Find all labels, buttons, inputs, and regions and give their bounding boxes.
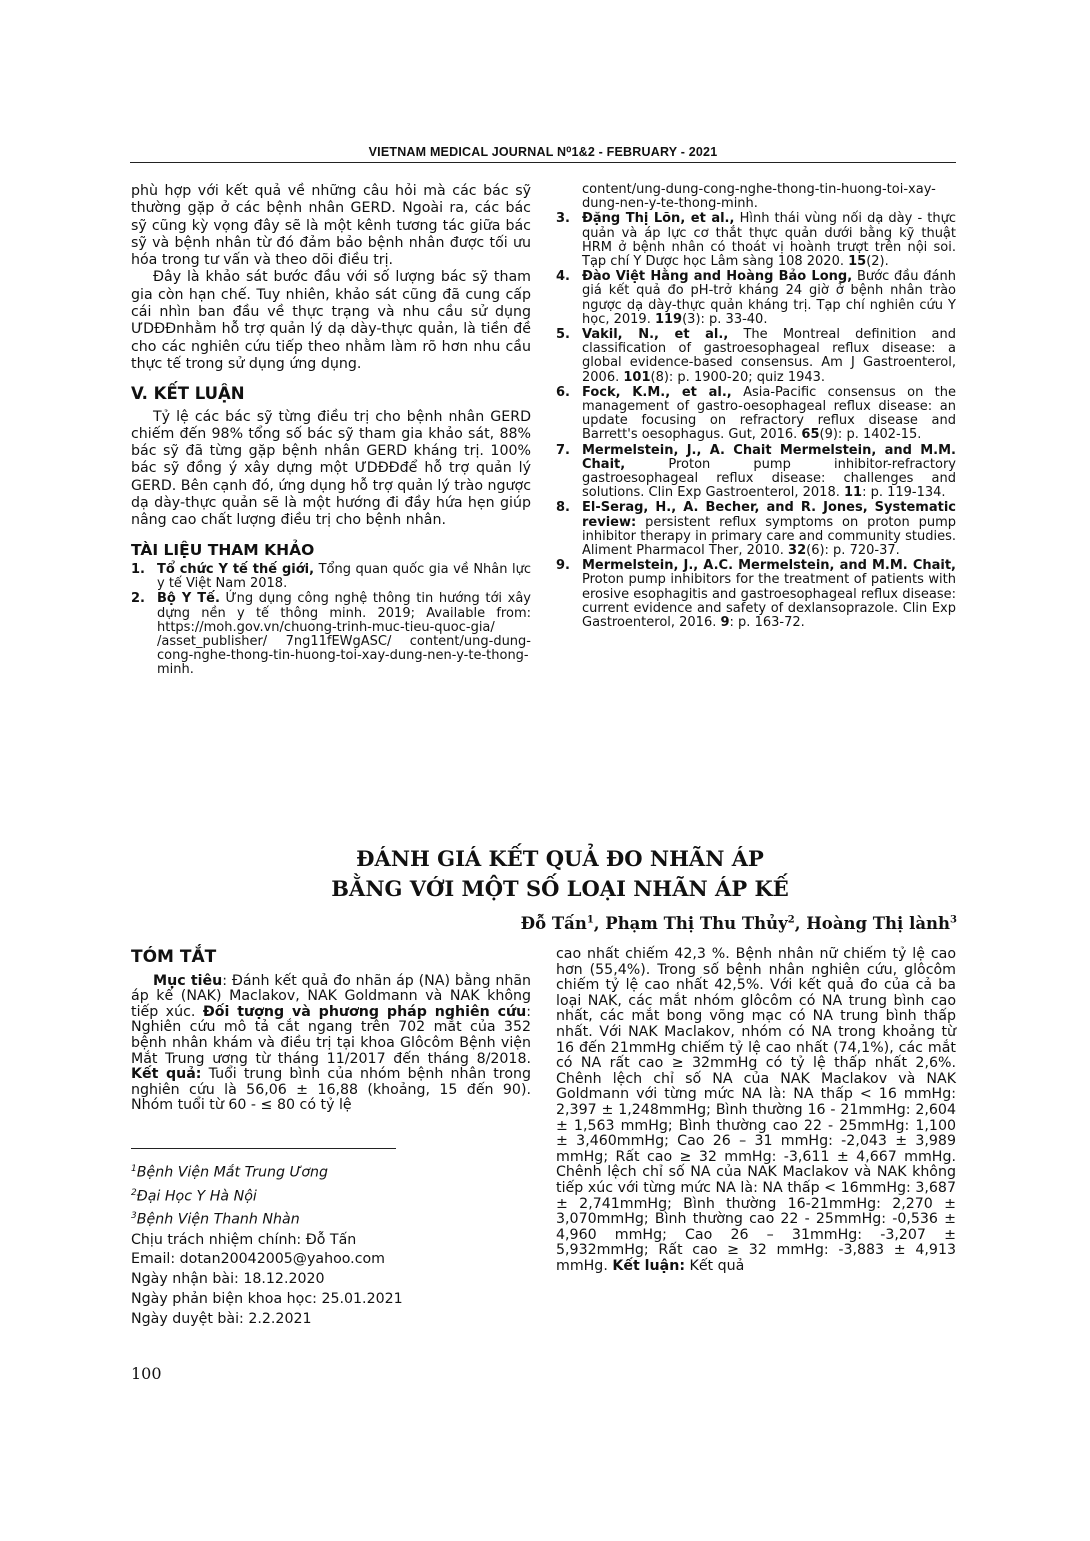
author: Hoàng Thị lành: [806, 914, 951, 933]
affiliation: $^3$Bệnh Viện Thanh Nhàn: [131, 1211, 300, 1228]
reference-item: 7. Mermelstein, J., A. Chait Mermelstein, and M.M. Chait, Proton pump inhibitor-refractory gastroesophageal reflux disease: challenges and solutions. Clin Exp Gastroenterol, 2018. 11: p. 119-134.: [556, 442, 956, 501]
affiliation: $^2$Đại Học Y Hà Nội: [131, 1187, 257, 1205]
date-received: Ngày nhận bài: 18.12.2020: [131, 1271, 325, 1288]
author-line: Đỗ Tấn$^1$, Phạm Thị Thu Thủy$^2$, Hoàng Thị lành$^3$: [520, 914, 957, 933]
reference-item: 5. Vakil, N., et al., The Montreal definition and classification of gastroesophageal reflux disease: a global evidence-based consensus. Am J Gastroenterol, 2006. 101(8): p. 1900-20; quiz 1943.: [556, 327, 956, 385]
date-approved: Ngày duyệt bài: 2.2.2021: [131, 1310, 312, 1327]
paragraph: Đây là khảo sát bước đầu với số lượng bác sỹ tham gia còn hạn chế. Tuy nhiên, khảo sát cũng đã cung cấp cái nhìn ban đầu về thực trạng và nhu cầu sử dụng ƯDĐĐnhằm hỗ trợ quản lý dạ dày-thực quản, là tiền đề cho các nghiên cứu tiếp theo nhằm làm rõ hơn nhu cầu thực tế trong sử dụng ứng dụng.: [131, 269, 531, 372]
reference-item: 9. Mermelstein, J., A.C. Mermelstein, and M.M. Chait, Proton pump inhibitors for the treatment of patients with erosive esophagitis and gastroesophageal reflux disease: current evidence and safety of dexlansoprazole. Clin Exp Gastroenterol, 2016. 9: p. 163-72.: [556, 558, 956, 631]
paragraph: phù hợp với kết quả về những câu hỏi mà các bác sỹ thường gặp ở các bệnh nhân GERD. Ngoài ra, các bác sỹ cũng kỳ vọng đây sẽ là một kênh tương tác giữa bác sỹ và bệnh nhân từ đó đảm bảo bệnh nhân được tối ưu hóa trong tư vấn và theo dõi điều trị.: [131, 183, 531, 269]
footnotes: [131, 1160, 403, 1330]
article-title: ĐÁNH GIÁ KẾT QUẢ ĐO NHÃN ÁP BẰNG VỚI MỘT SỐ LOẠI NHÃN ÁP KẾ: [331, 846, 789, 901]
running-header: VIETNAM MEDICAL JOURNAL N⁰1&2 - FEBRUARY - 2021: [368, 145, 718, 159]
page-number: 100: [131, 1364, 162, 1383]
header-rule: [130, 162, 956, 163]
reference-list-left: [131, 561, 531, 678]
responsible-author: Chịu trách nhiệm chính: Đỗ Tấn: [131, 1231, 357, 1248]
reference-item: 6. Fock, K.M., et al., Asia-Pacific consensus on the management of gastro-oesophageal reflux disease: an update focusing on refractory reflux disease and Barrett's oesophagus. Gut, 2016. 65(9): p. 1402-15.: [556, 384, 956, 443]
reference-item: 8. El-Serag, H., A. Becher, and R. Jones, Systematic review: persistent reflux symptoms on proton pump inhibitor therapy in primary care and community studies. Aliment Pharmacol Ther, 2010. 32(6): p. 720-37.: [556, 500, 956, 559]
right-column-top: [556, 183, 956, 631]
affiliation: $^1$Bệnh Viện Mắt Trung Ương: [131, 1164, 329, 1181]
reference-continuation: content/ung-dung-cong-nghe-thong-tin-huong-toi-xay-dung-nen-y-te-thong-minh.: [582, 182, 936, 212]
author: Phạm Thị Thu Thủy: [605, 914, 788, 933]
abstract-heading: TÓM TẮT: [131, 947, 217, 967]
paragraph: Tỷ lệ các bác sỹ từng điều trị cho bệnh nhân GERD chiếm đến 98% tổng số bác sỹ tham gia khảo sát, 88% bác sỹ đã từng gặp bệnh nhân GERD kháng trị. 100% bác sỹ đồng ý xây dựng một ƯDĐĐđể hỗ trợ quản lý GERD. Bên cạnh đó, ứng dụng hỗ trợ quản lý trào ngược dạ dày-thực quản sẽ là một hướng đi đầy hứa hẹn giúp nâng cao chất lượng điều trị cho bệnh nhân.: [131, 408, 531, 529]
reference-item: 2. Bộ Y Tế. Ứng dụng công nghệ thông tin hướng tới xây dựng nền y tế thông minh. 2019; Available from: https://moh.gov.vn/chuong-trinh-muc-tieu-quoc-gia/ /asset_publisher/ 7ng11fEWgASC/ content/ung-dung-cong-nghe-thong-tin-huong-toi-xay-dung-nen-y-te-thong-minh.: [131, 591, 531, 678]
left-column-top: [131, 183, 531, 678]
footnote-rule: [131, 1148, 396, 1149]
reference-item: 1. Tổ chức Y tế thế giới, Tổng quan quốc gia về Nhân lực y tế Việt Nam 2018.: [131, 561, 531, 592]
references-heading: TÀI LIỆU THAM KHẢO: [131, 540, 315, 559]
date-reviewed: Ngày phản biện khoa học: 25.01.2021: [131, 1290, 403, 1307]
abstract-left: [131, 947, 532, 1114]
reference-item: 4. Đào Việt Hằng and Hoàng Bảo Long, Bước đầu đánh giá kết quả đo pH-trở kháng 24 giờ ở bệnh nhân trào ngược dạ dày-thực quản kháng trị. Tạp chí nghiên cứu Y học, 2019. 119(3): p. 33-40.: [556, 269, 956, 327]
section-heading-conclusion: V. KẾT LUẬN: [131, 384, 245, 404]
abstract-paragraph: cao nhất chiếm 42,3 %. Bệnh nhân nữ chiếm tỷ lệ cao hơn (55,4%). Trong số bệnh nhân nghiên cứu, glôcôm chiếm tỷ lệ cao nhất 42,5%. Với kết quả đo của cả ba loại NAK, các mắt nhóm glôcôm có NA trung bình cao nhất, các mắt bong võng mạc có NA trung bình thấp nhất. Với NAK Maclakov, nhóm có NA trong khoảng từ 16 đến 21mmHg chiếm tỷ lệ cao nhất (74,1%), các mắt có NA rất cao ≥ 32mmHg có tỷ lệ thấp nhất 2,6%. Chênh lệch chỉ số NA của NAK Maclakov và NAK Goldmann với từng mức NA là: NA thấp < 16 mmHg: 2,397 ± 1,248mmHg; Bình thường 16 - 21mmHg: 2,604 ± 1,563 mmHg; Bình thường cao 22 - 25mmHg: 1,100 ± 3,460mmHg; Cao 26 – 31 mmHg: -2,043 ± 3,989 mmHg; Rất cao ≥ 32 mmHg: -3,611 ± 4,667 mmHg. Chênh lệch chỉ số NA của NAK Maclakov và NAK không tiếp xúc với từng mức NA là: NA thấp < 16mmHg: 3,687 ± 2,741mmHg; Bình thường 16-21mmHg: 2,270 ± 3,070mmHg; Bình thường cao 22 - 25mmHg: -0,536 ± 4,960 mmHg; Cao 26 – 31mmHg: -3,207 ± 5,932mmHg; Rất cao ≥ 32 mmHg: -3,883 ± 4,913 mmHg. Kết luận: Kết quả: [556, 946, 956, 1274]
abstract-paragraph: Mục tiêu: Đánh kết quả đo nhãn áp (NA) bằng nhãn áp kế (NAK) Maclakov, NAK Goldmann và NAK không tiếp xúc. Đối tượng và phương pháp nghiên cứu: Nghiên cứu mô tả cắt ngang trên 702 mắt của 352 bệnh nhân khám và điều trị tại khoa Glôcôm Bệnh viện Mắt Trung ương từ tháng 11/2017 đến tháng 8/2018. Kết quả: Tuổi trung bình của nhóm bệnh nhân trong nghiên cứu là 56,06 ± 16,88 (khoảng, 15 đến 90). Nhóm tuổi từ 60 - ≤ 80 có tỷ lệ: [131, 972, 532, 1114]
author: Đỗ Tấn: [520, 914, 587, 933]
email: Email: dotan20042005@yahoo.com: [131, 1251, 385, 1268]
reference-item: 3. Đặng Thị Lõn, et al., Hình thái vùng nối dạ dày - thực quản và áp lực cơ thắt thực quản dưới bằng kỹ thuật HRM ở bệnh nhân có thoát vị hoành trượt trên nội soi. Tạp chí Y Dược học Lâm sàng 108 2020. 15(2).: [556, 211, 956, 270]
abstract-right: [556, 947, 956, 1274]
reference-2-body: Bộ Y Tế. Ứng dụng công nghệ thông tin hướng tới xây dựng nền y tế thông minh. 2019; Available from: https://moh.gov.vn/chuong-trinh-muc-tieu-quoc-gia/ /asset_publisher/ 7ng11fEWgASC/ content/ung-dung-cong-nghe-thong-tin-huong-toi-xay-dung-nen-y-te-thong-minh.: [157, 591, 531, 678]
